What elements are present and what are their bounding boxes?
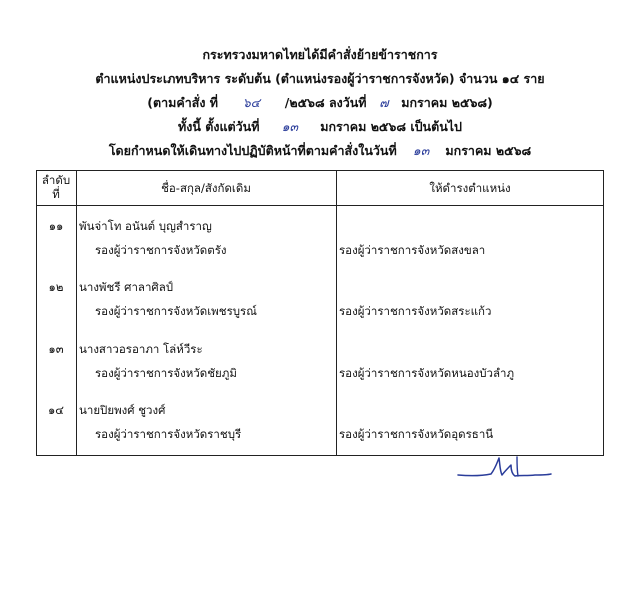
row-number: ๑๑ xyxy=(48,219,64,233)
row-number: ๑๒ xyxy=(48,280,64,294)
effective-day-handwritten: ๑๓ xyxy=(281,119,299,134)
column-header-order xyxy=(36,173,76,201)
former-position: รองผู้ว่าราชการจังหวัดเพชรบูรณ์ xyxy=(95,304,257,318)
effective-label: ทั้งนี้ ตั้งแต่วันที่ xyxy=(178,119,260,134)
column-header-position: ให้ดำรงตำแหน่ง xyxy=(429,181,511,195)
order-number-handwritten: ๖๔ xyxy=(242,95,261,110)
order-date-label: /๒๕๖๘ ลงวันที่ xyxy=(284,95,367,110)
header-line-1: กระทรวงมหาดไทยได้มีคำสั่งย้ายข้าราชการ xyxy=(202,47,438,62)
signature-mark xyxy=(455,455,555,485)
order-day-handwritten: ๗ xyxy=(379,95,389,110)
header-row-divider xyxy=(36,205,604,206)
new-position: รองผู้ว่าราชการจังหวัดสงขลา xyxy=(339,243,486,257)
new-position: รองผู้ว่าราชการจังหวัดสระแก้ว xyxy=(339,304,492,318)
transfer-table xyxy=(36,170,604,456)
person-name: พันจ่าโท อนันต์ บุญสำราญ xyxy=(79,219,212,233)
header-line-2: ตำแหน่งประเภทบริหาร ระดับต้น (ตำแหน่งรองผู้ว่าราชการจังหวัด) จำนวน ๑๔ ราย xyxy=(95,71,545,86)
effective-month-year: มกราคม ๒๕๖๘ เป็นต้นไป xyxy=(320,119,462,134)
column-header-name: ชื่อ-สกุล/สังกัดเดิม xyxy=(161,181,251,195)
header-line-5 xyxy=(0,143,640,159)
header-line-3 xyxy=(0,95,640,111)
new-position: รองผู้ว่าราชการจังหวัดอุดรธานี xyxy=(339,427,494,441)
row-number: ๑๓ xyxy=(48,342,64,356)
former-position: รองผู้ว่าราชการจังหวัดตรัง xyxy=(95,243,227,257)
order-month-year: มกราคม ๒๕๖๘) xyxy=(401,95,493,110)
new-position: รองผู้ว่าราชการจังหวัดหนองบัวลำภู xyxy=(339,366,515,380)
former-position: รองผู้ว่าราชการจังหวัดราชบุรี xyxy=(95,427,242,441)
person-name: นางพัชรี ศาลาศิลป์ xyxy=(79,280,174,294)
column-divider xyxy=(76,170,77,456)
former-position: รองผู้ว่าราชการจังหวัดชัยภูมิ xyxy=(95,366,237,380)
column-divider xyxy=(336,170,337,456)
travel-month-year: มกราคม ๒๕๖๘ xyxy=(445,143,532,158)
person-name: นายปิยพงศ์ ชูวงศ์ xyxy=(79,403,166,417)
order-label: (ตามคำสั่ง ที่ xyxy=(147,95,219,110)
travel-day-handwritten: ๑๓ xyxy=(412,143,430,158)
column-header-order-line1: ลำดับ xyxy=(41,173,71,187)
travel-label: โดยกำหนดให้เดินทางไปปฏิบัติหน้าที่ตามคำสั่งในวันที่ xyxy=(108,143,397,158)
header-line-4 xyxy=(0,119,640,135)
column-header-order-line2: ที่ xyxy=(52,187,60,201)
row-number: ๑๔ xyxy=(47,403,64,417)
person-name: นางสาวอรอาภา โล่ห์วีระ xyxy=(79,342,203,356)
